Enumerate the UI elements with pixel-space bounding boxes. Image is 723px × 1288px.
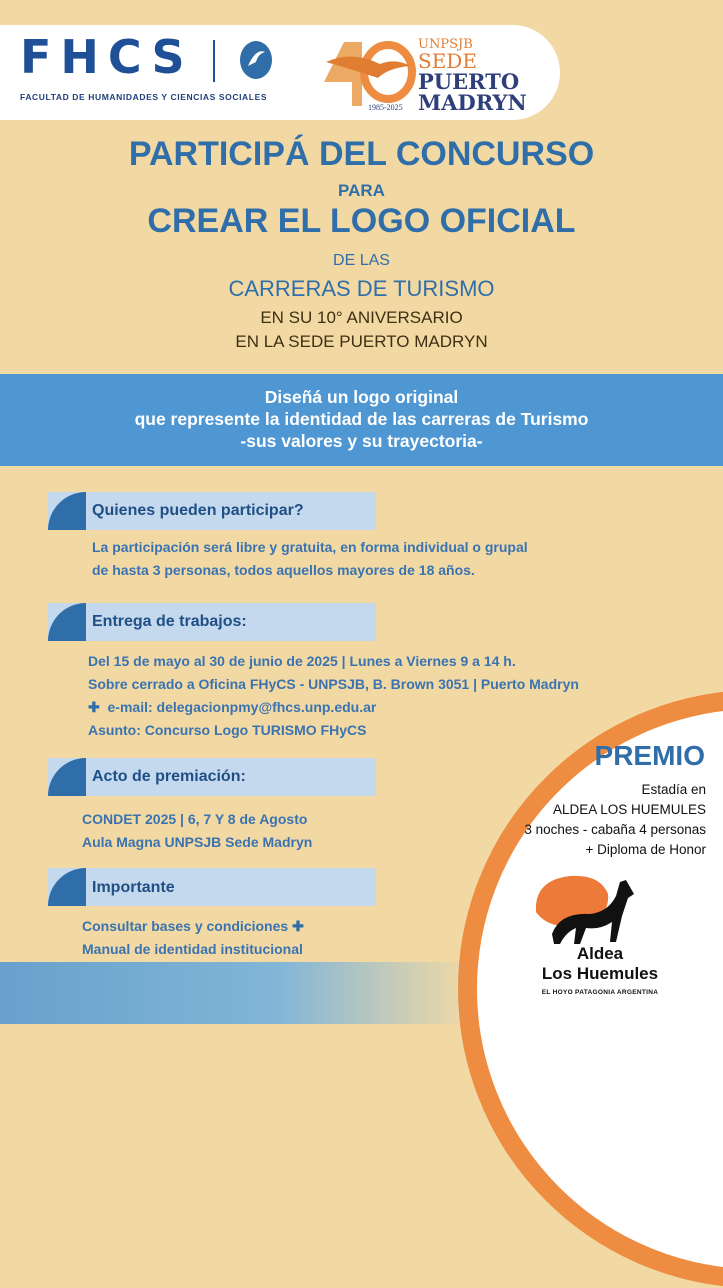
prize-line4: + Diploma de Honor: [585, 842, 706, 857]
title-line7: EN LA SEDE PUERTO MADRYN: [235, 332, 488, 351]
anniversary-40-logo: [318, 36, 416, 112]
important-manual-link[interactable]: Manual de identidad institucional: [82, 941, 303, 957]
unp-line3: PUERTO: [418, 69, 520, 94]
prize-title: PREMIO: [594, 740, 705, 771]
unp-line4: MADRYN: [418, 90, 527, 115]
delivery-email[interactable]: e-mail: delegacionpmy@fhcs.unp.edu.ar: [107, 699, 377, 715]
plus-icon: ✚: [88, 699, 100, 715]
prize-line1: Estadía en: [641, 782, 706, 797]
aldea-name-line1: Aldea: [576, 944, 624, 963]
ceremony-text: [82, 808, 312, 854]
delivery-line1: Del 15 de mayo al 30 de junio de 2025 | Lunes a Viernes 9 a 14 h.: [88, 653, 516, 669]
banner-line1: Diseñá un logo original: [264, 387, 459, 407]
title-line1: PARTICIPÁ DEL CONCURSO: [128, 135, 595, 173]
banner-line3: -sus valores y su trayectoria-: [240, 431, 483, 451]
section-title-important: Importante: [92, 879, 175, 896]
important-bases-link[interactable]: Consultar bases y condiciones: [82, 918, 289, 934]
participants-line2: de hasta 3 personas, todos aquellos mayores de 18 años.: [92, 562, 475, 578]
aldea-location: EL HOYO PATAGONIA ARGENTINA: [541, 989, 659, 996]
ceremony-line1: CONDET 2025 | 6, 7 Y 8 de Agosto: [82, 811, 308, 827]
title-line6: EN SU 10° ANIVERSARIO: [260, 308, 463, 327]
section-title-ceremony: Acto de premiación:: [92, 768, 246, 785]
ceremony-line2: Aula Magna UNPSJB Sede Madryn: [82, 834, 313, 850]
bottom-decoration: [0, 962, 470, 1024]
fhcs-subtitle: FACULTAD DE HUMANIDADES Y CIENCIAS SOCIALES: [20, 92, 268, 102]
prize-details: [480, 780, 706, 860]
unp-line1: UNPSJB: [418, 37, 473, 52]
logo-divider: [213, 40, 215, 82]
delivery-email-row: [88, 696, 579, 719]
title-line3: CREAR EL LOGO OFICIAL: [147, 202, 576, 240]
title-line2: PARA: [338, 181, 385, 200]
participants-line1: La participación será libre y gratuita, en forma individual o grupal: [92, 539, 528, 555]
section-title-participants: Quienes pueden participar?: [92, 502, 304, 519]
banner-line2: que represente la identidad de las carreras de Turismo: [134, 409, 589, 429]
delivery-text: [88, 650, 579, 742]
important-bases-row: [82, 915, 304, 938]
fhcs-emblem-icon: [236, 40, 276, 80]
important-text: [82, 915, 304, 961]
title-line5: CARRERAS DE TURISMO: [228, 276, 495, 301]
plus-icon: ✚: [292, 918, 304, 934]
prize-line2: ALDEA LOS HUEMULES: [552, 802, 706, 817]
section-title-delivery: Entrega de trabajos:: [92, 613, 247, 630]
unp-line2: SEDE: [418, 49, 477, 73]
participants-text: [92, 536, 528, 582]
anniversary-years: 1985-2025: [368, 103, 403, 112]
banner-text: [0, 386, 723, 452]
unp-sede-logo: [418, 38, 527, 113]
delivery-line2: Sobre cerrado a Oficina FHyCS - UNPSJB, B. Brown 3051 | Puerto Madryn: [88, 676, 579, 692]
title-line4: DE LAS: [333, 252, 390, 269]
prize-line3: 3 noches - cabaña 4 personas: [524, 822, 706, 837]
aldea-name-line2: Los Huemules: [541, 964, 659, 983]
delivery-line4: Asunto: Concurso Logo TURISMO FHyCS: [88, 722, 367, 738]
aldea-huemul-logo-icon: [530, 872, 650, 952]
fhcs-logo-text: FHCS: [20, 30, 194, 84]
